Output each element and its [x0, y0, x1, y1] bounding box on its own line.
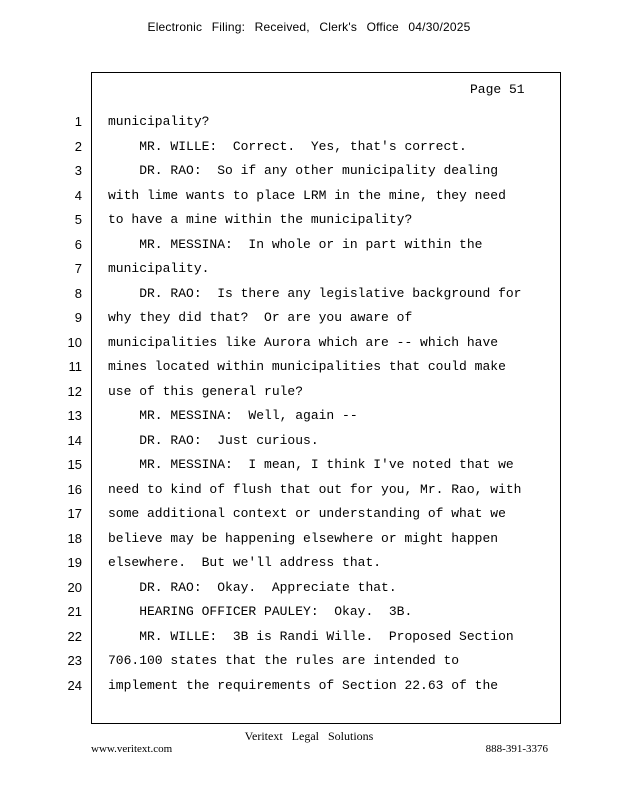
transcript-line: MR. WILLE: 3B is Randi Wille. Proposed Section — [108, 628, 514, 644]
line-number: 5 — [74, 212, 82, 227]
line-number: 4 — [74, 187, 82, 203]
transcript-line: use of this general rule? — [108, 383, 304, 399]
transcript-line: HEARING OFFICER PAULEY: Okay. 3B. — [108, 604, 413, 619]
line-number: 19 — [67, 555, 82, 570]
transcript-line: DR. RAO: Just curious. — [108, 432, 319, 448]
transcript-line: municipality? — [108, 114, 210, 129]
line-number: 15 — [67, 457, 82, 472]
transcript-line: MR. WILLE: Correct. Yes, that's correct. — [108, 138, 467, 154]
transcript-line: MR. MESSINA: Well, again -- — [108, 408, 358, 423]
line-number: 7 — [74, 261, 82, 276]
line-number: 21 — [67, 604, 82, 619]
line-number: 9 — [74, 310, 82, 325]
line-number: 10 — [67, 334, 82, 350]
page-number: Page 51 — [470, 82, 525, 97]
line-number: 22 — [67, 628, 82, 644]
line-number: 14 — [67, 432, 82, 448]
line-number: 12 — [67, 383, 82, 399]
transcript-line: DR. RAO: Is there any legislative background for — [108, 285, 522, 301]
line-number: 13 — [67, 408, 82, 423]
transcript-line: municipalities like Aurora which are -- which have — [108, 334, 499, 350]
transcript-line: elsewhere. But we'll address that. — [108, 555, 382, 570]
line-number: 8 — [74, 285, 82, 301]
transcript-line: DR. RAO: So if any other municipality dealing — [108, 163, 499, 178]
line-number: 2 — [74, 138, 82, 154]
footer-company: Veritext Legal Solutions — [244, 729, 374, 743]
line-number: 18 — [67, 530, 82, 546]
line-number: 24 — [67, 677, 82, 693]
line-number: 23 — [67, 653, 82, 668]
transcript-line: believe may be happening elsewhere or might happen — [108, 530, 499, 546]
line-number: 20 — [67, 579, 82, 595]
transcript-line: MR. MESSINA: In whole or in part within the — [108, 236, 483, 252]
line-number: 11 — [68, 359, 82, 374]
transcript-line: DR. RAO: Okay. Appreciate that. — [108, 579, 397, 595]
transcript-line: mines located within municipalities that could make — [108, 359, 506, 374]
filing-header: Electronic Filing: Received, Clerk's Office 04/30/2025 — [147, 20, 471, 34]
line-number: 6 — [74, 236, 82, 252]
line-number: 17 — [67, 506, 82, 521]
transcript-line: some additional context or understanding of what we — [108, 506, 506, 521]
line-number: 1 — [74, 114, 82, 129]
transcript-line: why they did that? Or are you aware of — [108, 310, 413, 325]
footer-website: www.veritext.com — [91, 743, 173, 755]
transcript-line: MR. MESSINA: I mean, I think I've noted that we — [108, 457, 514, 472]
transcript-line: need to kind of flush that out for you, Mr. Rao, with — [108, 481, 522, 497]
transcript-line: municipality. — [108, 261, 210, 276]
transcript-line: implement the requirements of Section 22.63 of the — [108, 677, 499, 693]
footer-phone: 888-391-3376 — [485, 743, 548, 755]
transcript-line: with lime wants to place LRM in the mine, they need — [108, 187, 506, 203]
line-number: 3 — [74, 163, 82, 178]
transcript-line: to have a mine within the municipality? — [108, 212, 413, 227]
transcript-line: 706.100 states that the rules are intended to — [108, 653, 460, 668]
line-number: 16 — [67, 481, 82, 497]
